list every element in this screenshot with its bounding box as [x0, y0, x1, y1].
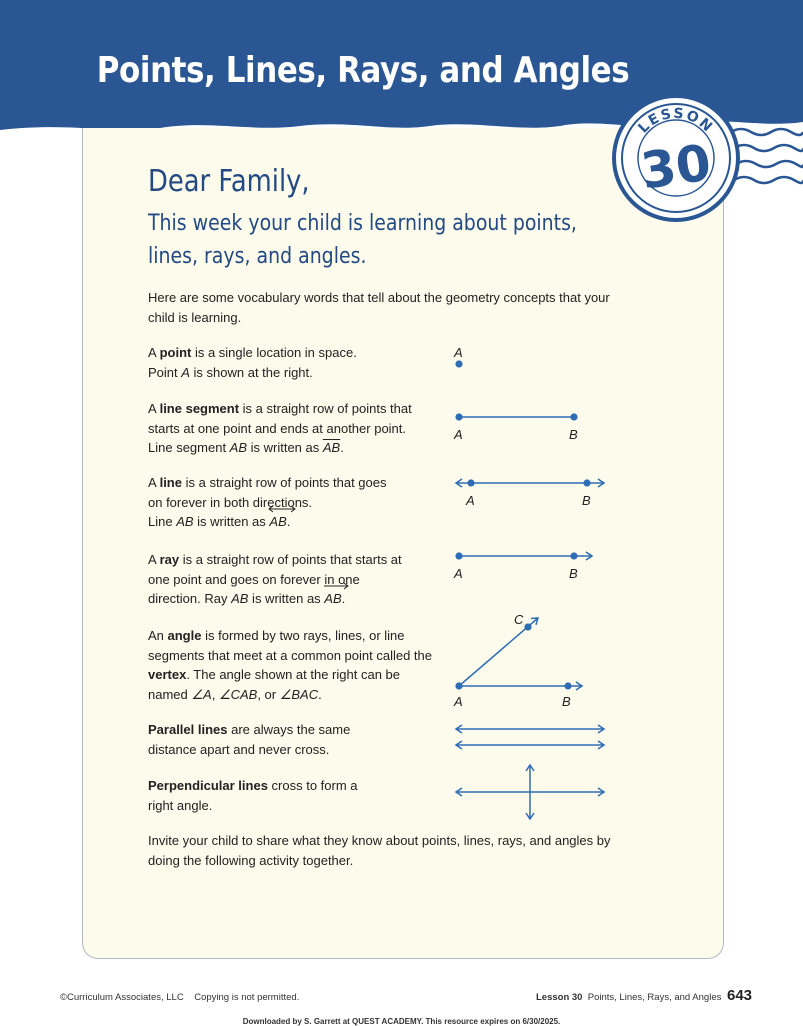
line-diagram	[450, 476, 610, 490]
line-label-a: A	[466, 493, 475, 508]
term-ray: ray	[159, 552, 180, 567]
term-angle: angle	[167, 628, 202, 643]
subheading: This week your child is learning about points, lines, rays, and angles.	[148, 211, 577, 269]
vocab-ray: A ray is a straight row of points that starts at one point and goes on forever in one direction. Ray AB is written as AB.	[148, 550, 403, 609]
segment-notation: $\overline{AB}$	[322, 440, 341, 455]
intro-text: Here are some vocabulary words that tell about the geometry concepts that your child is learning.	[148, 290, 610, 325]
vocab-parallel: Parallel lines are always the same distance apart and never cross.	[148, 722, 351, 757]
segment-label-b: B	[569, 427, 578, 442]
line-label-b: B	[582, 493, 591, 508]
page-number: 643	[727, 987, 753, 1004]
vocab-angle: An angle is formed by two rays, lines, or line segments that meet at a common point called the vertex. The angle shown at the right can be named ∠A, ∠CAB, or ∠BAC.	[148, 628, 432, 702]
term-parallel-lines: Parallel lines	[148, 722, 228, 737]
angle-label-a: A	[454, 694, 463, 709]
point-diagram	[450, 358, 470, 372]
point-label-a: A	[454, 345, 463, 360]
stamp-number: 30	[637, 133, 715, 201]
term-line: line	[159, 475, 182, 490]
ray-diagram	[450, 549, 600, 563]
vocab-line: A line is a straight row of points that goes on forever in both directions. Line AB is written as AB.	[148, 473, 388, 532]
stamp-word: LESSON	[635, 105, 717, 137]
download-notice: Downloaded by S. Garrett at QUEST ACADEMY. This resource expires on 6/30/2025.	[242, 1017, 561, 1026]
vocab-perpendicular: Perpendicular lines cross to form a right angle.	[148, 778, 358, 813]
footer-lesson-title: Points, Lines, Rays, and Angles	[587, 992, 722, 1003]
segment-label-a: A	[454, 427, 463, 442]
term-perpendicular-lines: Perpendicular lines	[148, 778, 268, 793]
ray-label-a: A	[454, 566, 463, 581]
lesson-stamp	[606, 92, 803, 222]
ray-label-b: B	[569, 566, 578, 581]
line-notation: AB	[269, 512, 286, 532]
angle-label-c: C	[514, 612, 524, 627]
greeting: Dear Family,	[148, 164, 310, 199]
term-line-segment: line segment	[159, 401, 240, 416]
perpendicular-lines-diagram	[450, 762, 610, 822]
footer-lesson-label: Lesson 30	[536, 992, 583, 1003]
ray-notation: AB	[324, 589, 341, 609]
vocab-line-segment: A line segment is a straight row of points that starts at one point and ends at another point. Line segment AB is written as $\overline{AB}$.	[148, 401, 412, 455]
vocab-point: A point is a single location in space. Point A is shown at the right.	[148, 345, 357, 380]
parallel-lines-diagram	[450, 722, 610, 752]
term-point: point	[159, 345, 192, 360]
footer-copyright: ©Curriculum Associates, LLC Copying is not permitted.	[60, 992, 300, 1003]
footer-lesson	[536, 992, 721, 1003]
line-segment-diagram	[450, 410, 590, 424]
page-title: Points, Lines, Rays, and Angles	[96, 50, 630, 91]
outro-text: Invite your child to share what they know about points, lines, rays, and angles by doing the following activity together.	[148, 833, 611, 868]
term-vertex: vertex	[148, 667, 187, 682]
angle-label-b: B	[562, 694, 571, 709]
